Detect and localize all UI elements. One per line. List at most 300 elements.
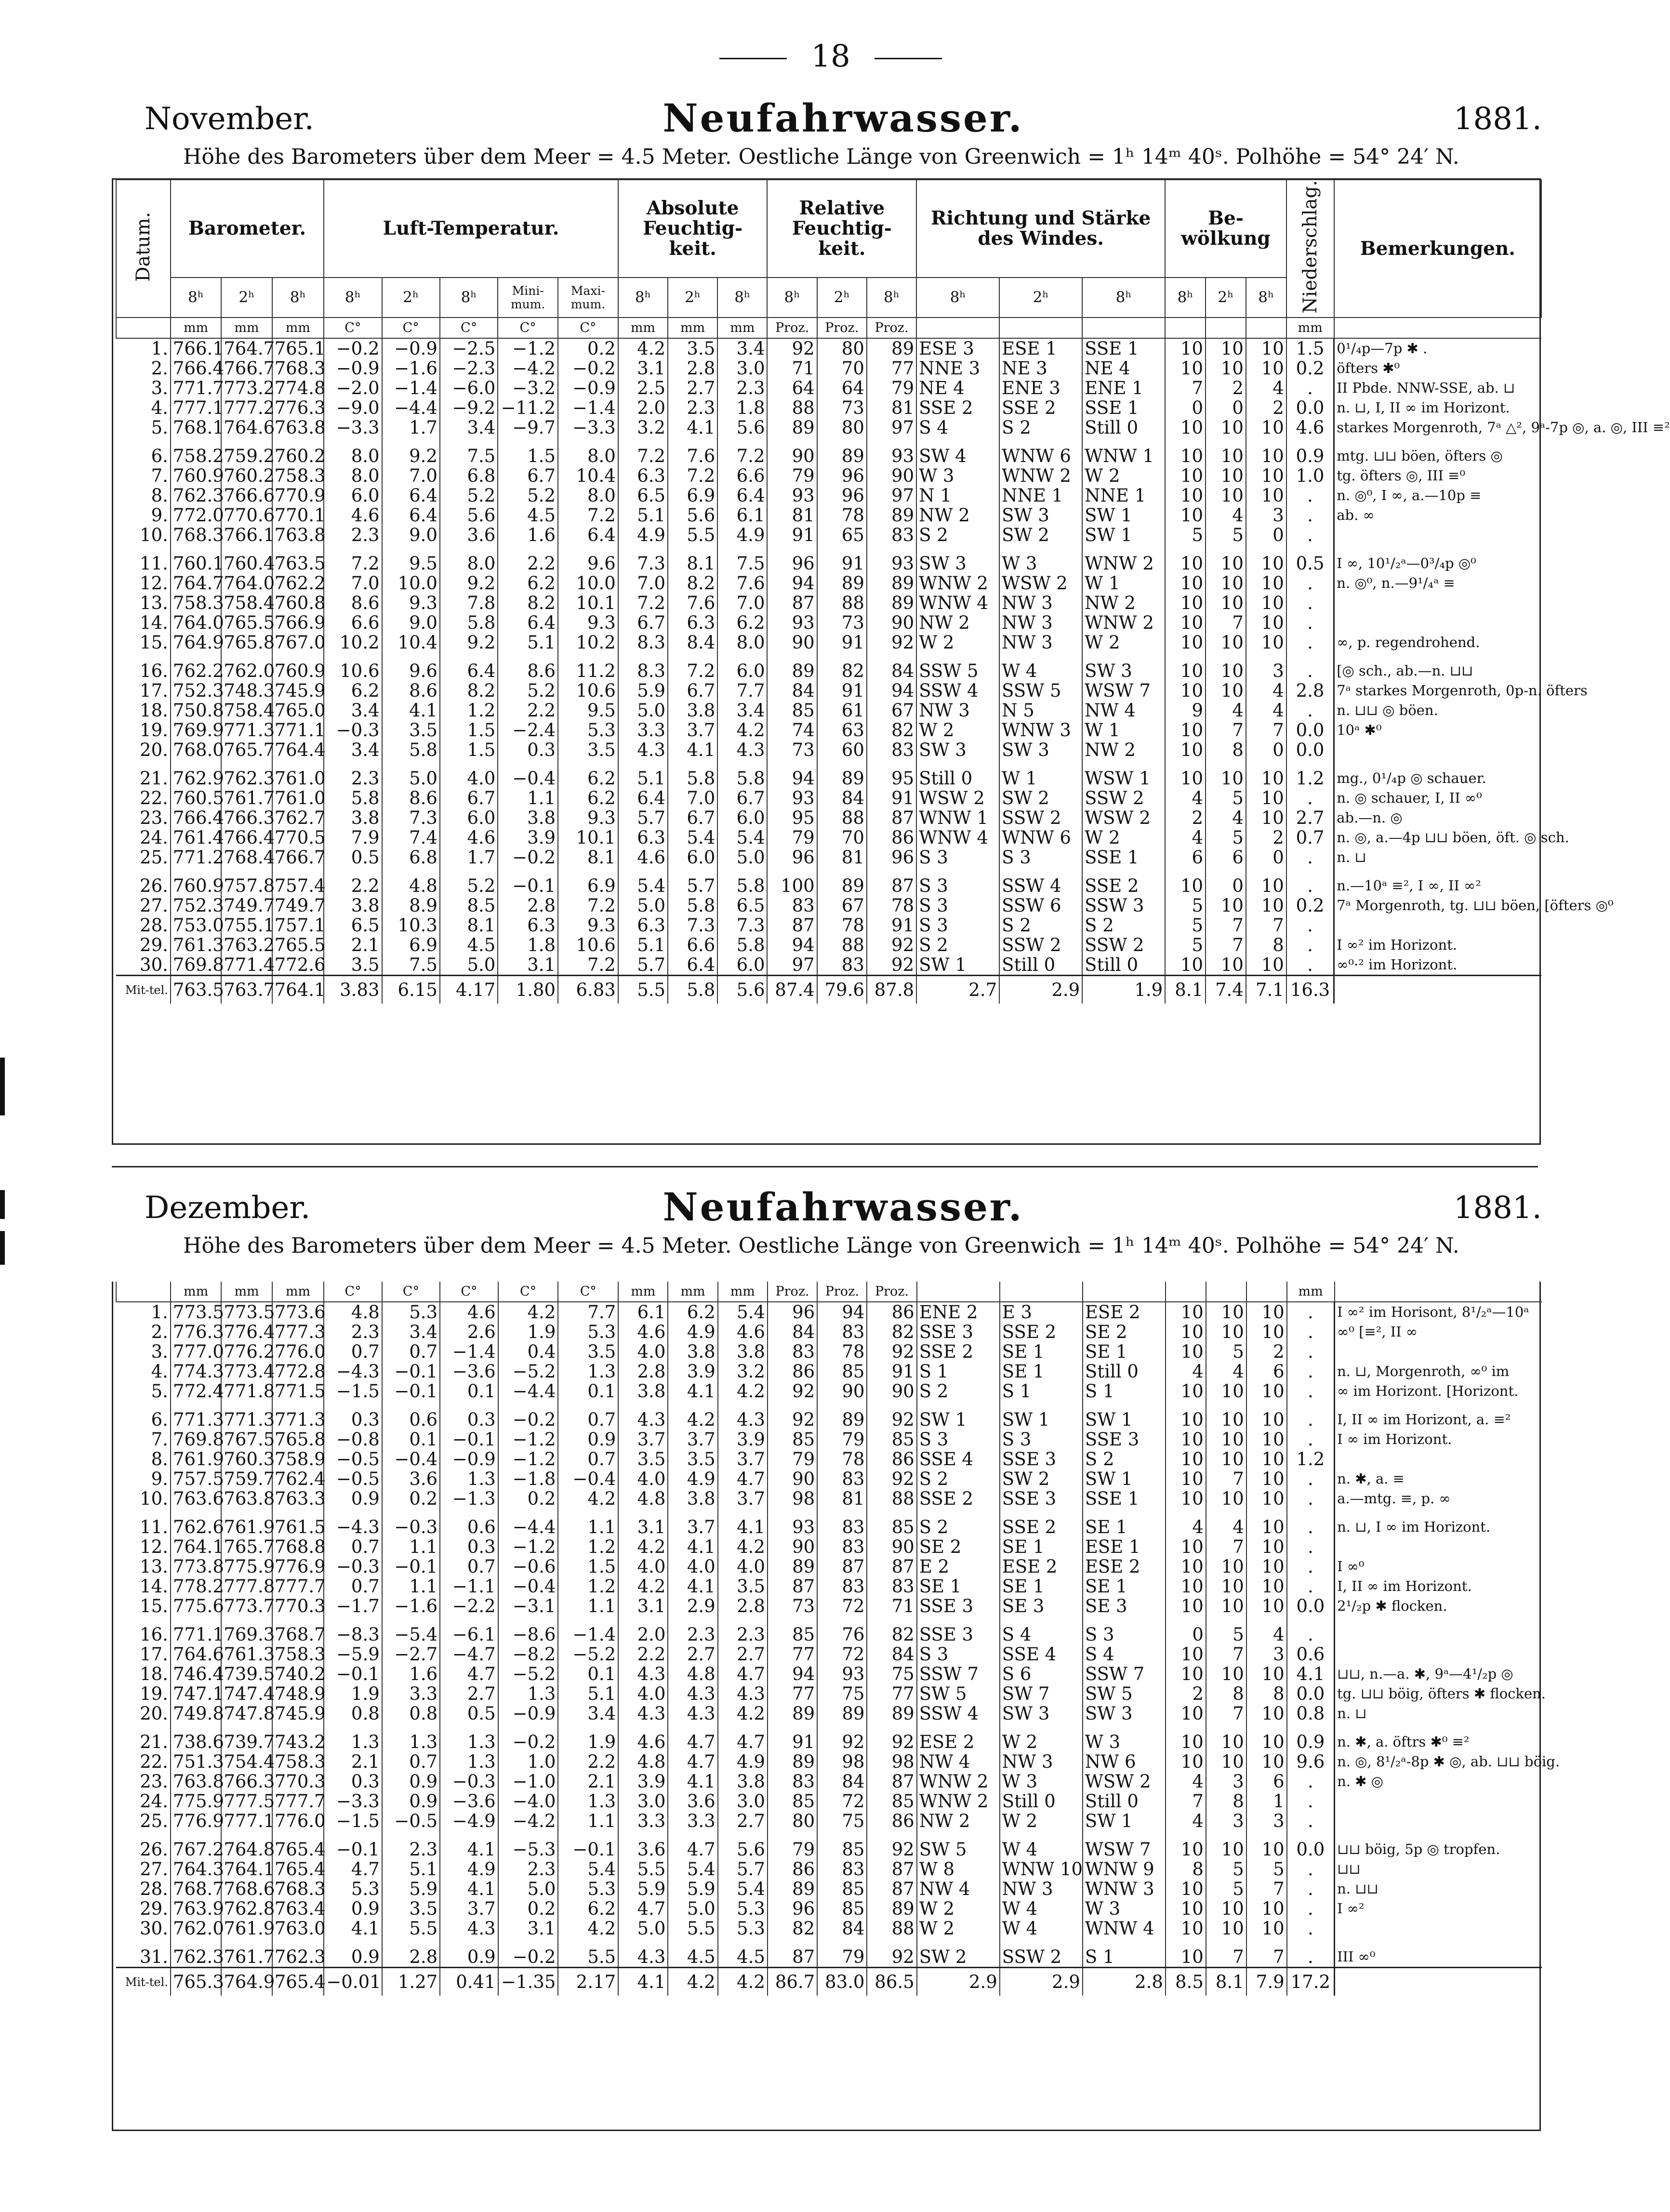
table-cell: .: [1286, 486, 1334, 505]
table-cell: −0.01: [324, 1968, 382, 1996]
table-cell: 760.8: [272, 593, 324, 613]
table-cell: 84: [768, 1322, 817, 1342]
table-cell: 4.1: [668, 1537, 717, 1557]
table-cell: 5.8: [717, 935, 767, 955]
precipitation-header: Niederschlag.: [1286, 180, 1334, 318]
table-cell: 6.15: [382, 976, 440, 1004]
table-cell: 92: [867, 1840, 916, 1859]
table-cell: 1.7: [382, 418, 440, 446]
table-cell: −0.5: [324, 1449, 382, 1469]
table-cell: 5.1: [382, 1859, 440, 1879]
table-cell: −0.1: [382, 1362, 440, 1381]
table-cell: WNW 2: [999, 466, 1082, 486]
table-cell: −0.1: [382, 1557, 440, 1576]
table-cell: 3: [1206, 1772, 1246, 1791]
table-cell: .: [1286, 848, 1334, 876]
table-cell: SSE 2: [917, 1489, 1000, 1517]
table-cell: S 1: [917, 1362, 1000, 1381]
table-cell: NW 2: [917, 1811, 1000, 1840]
table-cell: W 2: [917, 1899, 1000, 1919]
table-cell: 4: [1206, 505, 1246, 525]
table-cell: NW 4: [917, 1752, 1000, 1772]
table-cell: 6.4: [717, 486, 767, 505]
table-cell: 777.5: [221, 1791, 272, 1811]
table-cell: 22.: [140, 1751, 168, 1772]
table-cell: 87: [867, 1879, 916, 1899]
table-cell: 3.3: [382, 1684, 440, 1704]
table-cell: 4.9: [718, 1752, 768, 1772]
table-cell: 3.5: [668, 1449, 717, 1469]
table-cell: 4: [1206, 808, 1246, 828]
table-cell: −1.5: [324, 1381, 382, 1410]
table-cell: −0.9: [382, 338, 440, 358]
table-cell: 73: [768, 1596, 817, 1625]
col-2h: 2ʰ: [999, 278, 1082, 318]
table-cell: 10: [1206, 1381, 1246, 1410]
table-cell: 19.: [140, 720, 168, 741]
table-cell: 749.7: [221, 896, 272, 915]
table-cell: 8.6: [498, 661, 558, 681]
table-cell: 89: [767, 661, 817, 681]
table-cell: 3.2: [618, 418, 668, 446]
table-cell: 3.4: [717, 701, 767, 720]
table-cell: 10: [1166, 1732, 1206, 1752]
table-cell: C°: [382, 1282, 440, 1302]
table-cell: Mit-tel.: [116, 1968, 171, 1996]
table-cell: 26.: [140, 875, 168, 897]
table-cell: 10: [1166, 1489, 1206, 1517]
table-cell: SSW 2: [999, 935, 1082, 955]
table-cell: 2.8: [382, 1947, 440, 1968]
table-cell: 4.7: [324, 1859, 382, 1879]
table-row: [116, 935, 1541, 955]
table-cell: 83: [867, 740, 916, 768]
table-cell: 768.7: [171, 1879, 221, 1899]
table-cell: 9: [1165, 701, 1206, 720]
units-row: [116, 1282, 1542, 1302]
table-cell: 88: [867, 1489, 916, 1517]
table-cell: 10: [1246, 1704, 1287, 1732]
table-cell: 8.2: [498, 593, 558, 613]
table-cell: 10: [1165, 720, 1206, 740]
col-8h: 8ʰ: [618, 278, 668, 318]
table-cell: 10: [1166, 1449, 1206, 1469]
table-cell: 776.0: [272, 1811, 324, 1840]
table-cell: 3.83: [324, 976, 382, 1004]
table-cell: 3.6: [668, 1791, 717, 1811]
table-cell: 6.3: [618, 828, 668, 848]
table-cell: 94: [767, 768, 817, 788]
table-cell: −0.1: [440, 1430, 498, 1449]
table-cell: WSW 7: [1082, 681, 1165, 701]
table-cell: 746.4: [171, 1664, 221, 1684]
table-cell: 10.2: [558, 633, 618, 661]
table-cell: −1.4: [558, 398, 618, 418]
table-cell: 9.0: [382, 613, 440, 633]
table-cell: W 4: [1000, 1919, 1083, 1947]
table-cell: 9.6: [558, 554, 618, 573]
table-cell: Proz.: [767, 318, 817, 338]
table-cell: 83: [817, 1537, 867, 1557]
table-cell: 768.3: [171, 525, 221, 554]
table-row: [116, 1517, 1542, 1537]
table-cell: .: [1286, 378, 1334, 398]
table-cell: .: [1287, 1517, 1335, 1537]
table-cell: 10: [1166, 1430, 1206, 1449]
table-row: [116, 1362, 1542, 1381]
table-cell: 5.5: [558, 1947, 618, 1968]
table-cell: SSE 1: [1082, 338, 1165, 358]
table-cell: 4.0: [618, 1684, 668, 1704]
table-cell: 5.2: [440, 486, 498, 505]
table-cell: 9.: [151, 505, 168, 526]
table-row: [116, 1684, 1542, 1704]
table-cell: 10: [1165, 358, 1206, 378]
table-cell: 86.7: [768, 1968, 817, 1996]
table-cell: 4.8: [618, 1752, 668, 1772]
table-cell: 745.9: [272, 1704, 324, 1732]
table-row: [116, 1899, 1542, 1919]
table-cell: 764.6: [221, 418, 272, 446]
table-cell: −0.6: [498, 1557, 558, 1576]
table-row: [116, 1576, 1542, 1596]
table-cell: 2.8: [1286, 681, 1334, 701]
table-cell: 3.1: [498, 1919, 558, 1947]
table-cell: NW 3: [999, 593, 1082, 613]
table-cell: 771.3: [171, 1410, 221, 1430]
table-cell: 15.: [140, 1596, 168, 1616]
table-cell: SW 1: [1000, 1410, 1083, 1430]
table-cell: 85: [867, 1517, 916, 1537]
table-cell: 3.5: [618, 1449, 668, 1469]
table-cell: 2.7: [668, 378, 717, 398]
table-cell: n. ◎⁰, n.—9¹/₄ᵃ ≡: [1334, 573, 1541, 593]
table-cell: 8.0: [440, 554, 498, 573]
table-cell: 10: [1246, 466, 1286, 486]
table-cell: SSE 4: [1000, 1644, 1083, 1664]
table-row: [116, 1664, 1542, 1684]
table-cell: .: [1287, 1557, 1335, 1576]
table-cell: 3.1: [618, 358, 668, 378]
table-cell: 10: [1206, 955, 1246, 976]
table-cell: SSE 3: [917, 1625, 1000, 1644]
table-cell: 0.3: [440, 1410, 498, 1430]
table-cell: 85: [867, 1791, 916, 1811]
table-cell: 16.: [140, 1624, 168, 1645]
table-cell: 83: [817, 1576, 867, 1596]
table-cell: mm: [618, 318, 668, 338]
table-cell: [1335, 1449, 1542, 1469]
table-cell: 10: [1166, 1322, 1206, 1342]
table-cell: 758.4: [221, 701, 272, 720]
table-cell: 10: [1206, 486, 1246, 505]
table-cell: 65: [817, 525, 867, 554]
table-cell: 763.5: [171, 976, 221, 1004]
table-cell: S 3: [916, 896, 999, 915]
table-cell: 3.9: [618, 1772, 668, 1791]
table-cell: 10: [1165, 955, 1206, 976]
table-cell: 6.7: [717, 788, 767, 808]
table-cell: 84: [867, 1644, 916, 1664]
table-cell: 15.: [140, 632, 168, 653]
table-cell: 5.8: [717, 876, 767, 896]
table-cell: 0.9: [1286, 446, 1334, 466]
table-cell: 97: [767, 955, 817, 976]
table-cell: −1.8: [498, 1469, 558, 1489]
table-cell: 64: [767, 378, 817, 398]
table-cell: 5.: [151, 417, 168, 438]
table-cell: 21.: [140, 768, 168, 789]
table-cell: 4.6: [440, 1302, 498, 1322]
table-cell: 5.9: [382, 1879, 440, 1899]
table-cell: [1165, 318, 1206, 338]
table-row: [116, 896, 1541, 915]
table-cell: 79: [768, 1449, 817, 1469]
table-cell: 5.1: [618, 935, 668, 955]
table-cell: 97: [867, 486, 916, 505]
table-cell: a.—mtg. ≡, p. ∞: [1335, 1489, 1542, 1517]
table-cell: 4.0: [618, 1557, 668, 1576]
table-row: [116, 1791, 1542, 1811]
table-cell: 4.6: [440, 828, 498, 848]
table-cell: 10: [1246, 1322, 1287, 1342]
table-cell: 70: [817, 828, 867, 848]
table-cell: 0.8: [382, 1704, 440, 1732]
table-cell: 10.6: [558, 935, 618, 955]
table-cell: 73: [817, 398, 867, 418]
table-cell: 80: [817, 418, 867, 446]
table-cell: 91: [867, 788, 916, 808]
table-cell: 773.6: [272, 1302, 324, 1322]
table-cell: III ∞⁰: [1335, 1947, 1542, 1968]
table-cell: 3.8: [324, 808, 382, 828]
table-cell: 7.2: [618, 593, 668, 613]
table-cell: 1.3: [558, 1362, 618, 1381]
table-cell: [1206, 318, 1246, 338]
table-cell: ESE 2: [1083, 1557, 1166, 1576]
table-cell: 1.9: [558, 1732, 618, 1752]
table-cell: 93: [768, 1517, 817, 1537]
table-cell: 777.3: [272, 1322, 324, 1342]
table-row: [116, 1644, 1542, 1664]
table-cell: 3: [1246, 1811, 1287, 1840]
table-cell: 4.1: [668, 418, 717, 446]
table-cell: 766.4: [171, 808, 221, 828]
table-cell: 770.6: [221, 505, 272, 525]
table-cell: 10: [1165, 418, 1206, 446]
table-cell: 4.6: [618, 848, 668, 876]
table-cell: W 4: [1000, 1899, 1083, 1919]
table-cell: 764.1: [171, 1537, 221, 1557]
table-cell: 765.4: [272, 1840, 324, 1859]
table-row: [116, 1879, 1542, 1899]
table-cell: 765.4: [272, 1859, 324, 1879]
table-cell: 10.: [140, 525, 168, 546]
table-cell: 8.2: [668, 573, 717, 593]
table-cell: W 3: [999, 554, 1082, 573]
table-cell: 0: [1246, 848, 1286, 876]
remarks-header: Bemerkungen.: [1334, 180, 1541, 318]
table-cell: 6.2: [668, 1302, 717, 1322]
table-cell: −6.0: [440, 378, 498, 398]
table-cell: 5: [1206, 828, 1246, 848]
table-cell: 5.6: [718, 1840, 768, 1859]
table-cell: S 6: [1000, 1664, 1083, 1684]
table-cell: 7.6: [668, 593, 717, 613]
table-cell: 2¹/₂p ✱ flocken.: [1335, 1596, 1542, 1625]
table-cell: 7.7: [717, 681, 767, 701]
table-cell: NE 4: [916, 378, 999, 398]
table-cell: .: [1286, 525, 1334, 554]
table-cell: 7: [1206, 935, 1246, 955]
table-cell: −4.4: [498, 1381, 558, 1410]
table-cell: Proz.: [867, 318, 916, 338]
table-cell: 0: [1206, 398, 1246, 418]
table-cell: 85: [817, 1362, 867, 1381]
table-cell: .: [1287, 1302, 1335, 1322]
table-cell: WNW 2: [1082, 613, 1165, 633]
table-cell: n. ◎, 8¹/₂ᵃ-8p ✱ ◎, ab. ⊔⊔ böig.: [1335, 1752, 1542, 1772]
table-cell: 90: [767, 633, 817, 661]
table-cell: 5.5: [382, 1919, 440, 1947]
table-cell: SSE 2: [1082, 876, 1165, 896]
table-cell: 4.2: [718, 1381, 768, 1410]
table-cell: 5: [1206, 788, 1246, 808]
table-cell: 84: [817, 1772, 867, 1791]
table-cell: 4.2: [668, 1410, 717, 1430]
table-cell: 8.1: [440, 915, 498, 935]
table-cell: ab. ∞: [1334, 505, 1541, 525]
table-cell: 1.3: [324, 1732, 382, 1752]
table-cell: 10: [1246, 1449, 1287, 1469]
table-cell: 2.1: [324, 1752, 382, 1772]
table-cell: n.—10ᵃ ≡², I ∞, II ∞²: [1334, 876, 1541, 896]
table-cell: n. ⊔: [1335, 1704, 1542, 1732]
table-cell: 18.: [140, 700, 168, 721]
table-cell: 763.5: [272, 554, 324, 573]
table-cell: C°: [498, 318, 558, 338]
table-cell: WNW 2: [916, 573, 999, 593]
table-cell: 70: [817, 358, 867, 378]
table-cell: 4.1: [718, 1517, 768, 1537]
table-cell: 0: [1246, 740, 1286, 768]
table-cell: 2.3: [668, 398, 717, 418]
table-cell: 28.: [140, 1879, 168, 1899]
table-cell: 10ᵃ ✱⁰: [1334, 720, 1541, 740]
table-cell: 87: [867, 876, 916, 896]
table-cell: 764.4: [272, 740, 324, 768]
table-cell: 766.3: [221, 808, 272, 828]
table-cell: 765.7: [221, 1537, 272, 1557]
table-cell: 3.5: [718, 1576, 768, 1596]
table-cell: 3.7: [618, 1430, 668, 1449]
table-cell: Proz.: [768, 1282, 817, 1302]
table-cell: 5.6: [668, 505, 717, 525]
table-cell: 777.8: [221, 1576, 272, 1596]
table-cell: 6.0: [717, 661, 767, 681]
col-8h: 8ʰ: [171, 278, 221, 318]
table-cell: SW 5: [1083, 1684, 1166, 1704]
col-2h: 2ʰ: [382, 278, 440, 318]
table-cell: 765.7: [221, 740, 272, 768]
table-cell: 7.8: [440, 593, 498, 613]
table-cell: 10: [1166, 1919, 1206, 1947]
table-cell: [1335, 1625, 1542, 1644]
table-cell: 10: [1246, 1664, 1287, 1684]
table-cell: WNW 4: [1083, 1919, 1166, 1947]
table-cell: [1335, 1342, 1542, 1362]
table-cell: 91: [817, 554, 867, 573]
table-cell: 8.1: [558, 848, 618, 876]
table-cell: 79: [767, 466, 817, 486]
table-cell: SSE 3: [917, 1596, 1000, 1625]
table-cell: −1.4: [440, 1342, 498, 1362]
table-cell: 88: [817, 808, 867, 828]
table-cell: 774.3: [171, 1362, 221, 1381]
table-cell: .: [1287, 1879, 1335, 1899]
table-cell: 6.4: [498, 613, 558, 633]
table-row: [116, 768, 1541, 788]
table-cell: 28.: [140, 915, 168, 936]
table-cell: 89: [767, 418, 817, 446]
table-cell: 25.: [140, 847, 168, 868]
table-cell: 10: [1165, 876, 1206, 896]
table-cell: 4: [1206, 1362, 1246, 1381]
table-cell: 4.8: [668, 1664, 717, 1684]
table-cell: 96: [767, 554, 817, 573]
table-cell: −0.3: [324, 1557, 382, 1576]
table-cell: 763.2: [221, 935, 272, 955]
table-cell: WNW 2: [917, 1791, 1000, 1811]
table-cell: 88: [867, 1919, 916, 1947]
table-cell: 10: [1165, 681, 1206, 701]
table-cell: 763.0: [272, 1919, 324, 1947]
table-cell: 2.1: [324, 935, 382, 955]
table-cell: 763.4: [272, 1899, 324, 1919]
table-cell: −2.3: [440, 358, 498, 378]
table-cell: NE 3: [999, 358, 1082, 378]
table-cell: NW 3: [1000, 1752, 1083, 1772]
table-cell: 7: [1246, 915, 1286, 935]
table-cell: 10: [1206, 1840, 1246, 1859]
table-row: [116, 398, 1541, 418]
table-cell: WNW 1: [1082, 446, 1165, 466]
table-cell: 6.0: [717, 808, 767, 828]
table-cell: .: [1287, 1381, 1335, 1410]
table-cell: SSW 2: [1082, 935, 1165, 955]
table-cell: n. ⊔: [1334, 848, 1541, 876]
table-cell: 23.: [140, 1771, 168, 1792]
table-cell: 8.6: [382, 681, 440, 701]
table-cell: .: [1287, 1947, 1335, 1968]
table-cell: −5.3: [498, 1840, 558, 1859]
table-cell: .: [1287, 1919, 1335, 1947]
table-cell: 1.8: [498, 935, 558, 955]
table-cell: 1.9: [1082, 976, 1165, 1004]
table-cell: 87: [867, 1859, 916, 1879]
table-cell: 90: [817, 1381, 867, 1410]
table-cell: mm: [1286, 318, 1334, 338]
table-row: [116, 505, 1541, 525]
table-cell: 67: [867, 701, 916, 720]
table-cell: 754.4: [221, 1752, 272, 1772]
table-cell: 96: [867, 848, 916, 876]
col-2h: 2ʰ: [1206, 278, 1246, 318]
table-cell: 7.0: [324, 573, 382, 593]
table-cell: 4.2: [498, 1302, 558, 1322]
table-cell: WSW 2: [1082, 808, 1165, 828]
table-cell: 75: [867, 1664, 916, 1684]
